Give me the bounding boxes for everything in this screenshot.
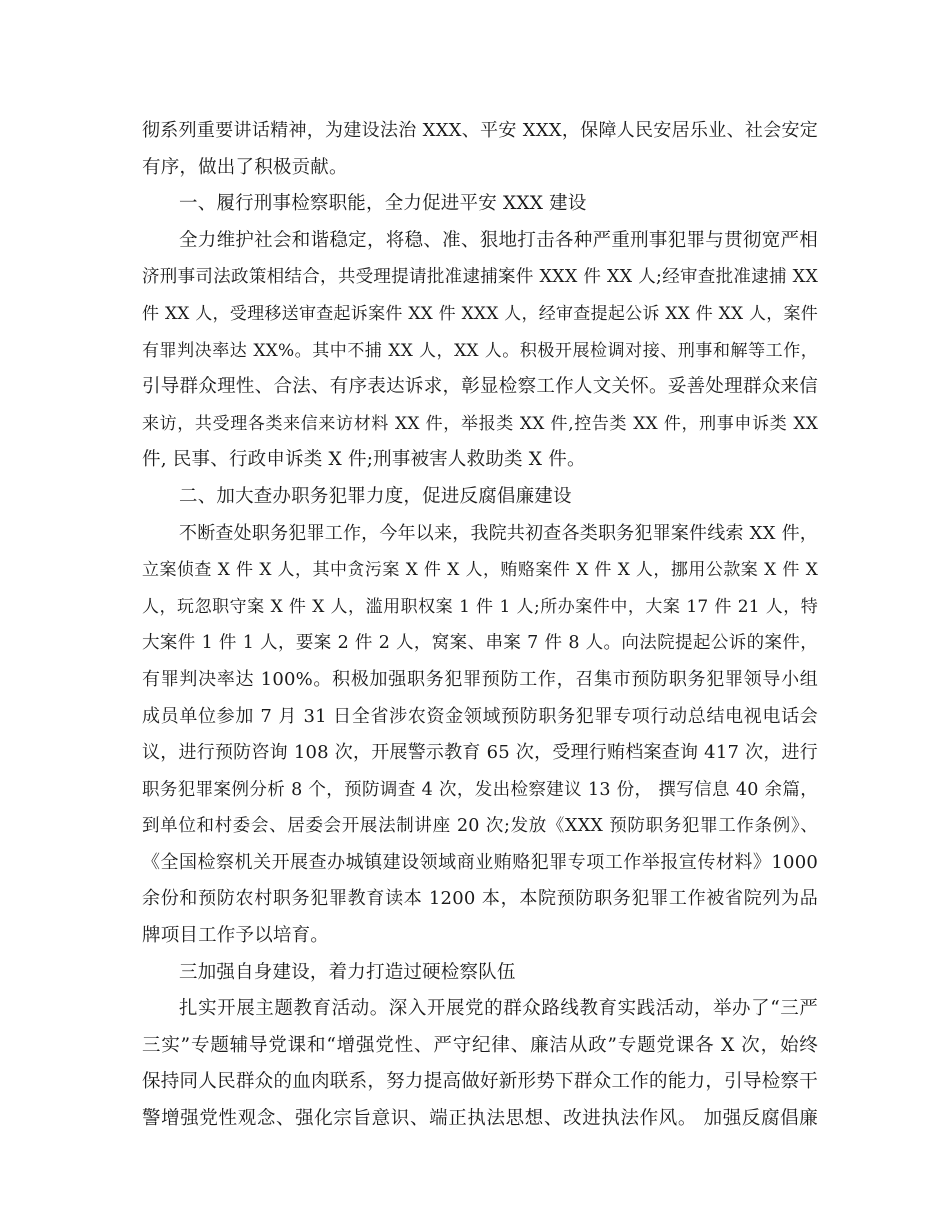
body-line: 件, 民事、行政申诉类 X 件;刑事被害人救助类 X 件。	[142, 449, 586, 471]
body-line: 有序，做出了积极贡献。	[142, 156, 348, 178]
body-line: 成员单位参加 7 月 31 日全省涉农资金领域预防职务犯罪专项行动总结电视电话会	[142, 705, 818, 727]
section-heading: 三加强自身建设，着力打造过硬检察队伍	[179, 961, 516, 983]
body-line: 到单位和村委会、居委会开展法制讲座 20 次;发放《XXX 预防职务犯罪工作条例》、	[142, 816, 818, 837]
body-line: 件 XX 人，受理移送审查起诉案件 XX 件 XXX 人，经审查提起公诉 XX 件 XX 人，案件	[142, 303, 818, 324]
body-line: 引导群众理性、合法、有序表达诉求，彰显检察工作人文关怀。妥善处理群众来信	[142, 376, 818, 398]
document-page	[142, 113, 818, 1138]
body-line: 牌项目工作予以培育。	[142, 925, 330, 947]
paragraph-first-line: 全力维护社会和谐稳定，将稳、准、狠地打击各种严重刑事犯罪与贯彻宽严相	[179, 229, 818, 251]
body-line: 有罪判决率达 XX%。其中不捕 XX 人，XX 人。积极开展检调对接、刑事和解等工作，	[142, 340, 818, 361]
body-line: 来访，共受理各类来信来访材料 XX 件，举报类 XX 件,控告类 XX 件，刑事申诉类 XX	[142, 413, 818, 434]
body-line: 警增强党性观念、强化宗旨意识、端正执法思想、改进执法作风。 加强反腐倡廉	[142, 1108, 818, 1130]
body-line: 职务犯罪案例分析 8 个，预防调查 4 次，发出检察建议 13 份， 撰写信息 40 余篇，	[142, 779, 818, 800]
body-line: 有罪判决率达 100%。积极加强职务犯罪预防工作，召集市预防职务犯罪领导小组	[142, 668, 818, 690]
paragraph-first-line: 扎实开展主题教育活动。深入开展党的群众路线教育实践活动，举办了“三严	[179, 998, 818, 1020]
section-heading: 二、加大查办职务犯罪力度，促进反腐倡廉建设	[179, 485, 572, 507]
body-line: 三实”专题辅导党课和“增强党性、严守纪律、廉洁从政”专题党课各 X 次，始终	[142, 1034, 818, 1056]
section-heading: 一、履行刑事检察职能，全力促进平安 XXX 建设	[179, 193, 587, 215]
body-line: 济刑事司法政策相结合，共受理提请批准逮捕案件 XXX 件 XX 人;经审查批准逮捕 XX	[142, 267, 818, 288]
paragraph-first-line: 不断查处职务犯罪工作，今年以来，我院共初查各类职务犯罪案件线索 XX 件，	[179, 522, 818, 544]
body-line: 余份和预防农村职务犯罪教育读本 1200 本，本院预防职务犯罪工作被省院列为品	[142, 888, 818, 910]
body-line: 议，进行预防咨询 108 次，开展警示教育 65 次，受理行贿档案查询 417 次，进行	[142, 742, 818, 764]
body-line: 彻系列重要讲话精神，为建设法治 XXX、平安 XXX，保障人民安居乐业、社会安定	[142, 120, 818, 141]
body-line: 人，玩忽职守案 X 件 X 人，滥用职权案 1 件 1 人;所办案件中，大案 17 件 21 人，特	[142, 596, 818, 617]
body-line: 《全国检察机关开展查办城镇建设领域商业贿赂犯罪专项工作举报宣传材料》1000	[142, 851, 818, 873]
body-line: 保持同人民群众的血肉联系，努力提高做好新形势下群众工作的能力，引导检察干	[142, 1071, 818, 1093]
body-line: 立案侦查 X 件 X 人，其中贪污案 X 件 X 人，贿赂案件 X 件 X 人，挪用公款案 X 件 X	[142, 560, 818, 581]
body-line: 大案件 1 件 1 人，要案 2 件 2 人，窝案、串案 7 件 8 人。向法院提起公诉的案件，	[142, 633, 818, 654]
